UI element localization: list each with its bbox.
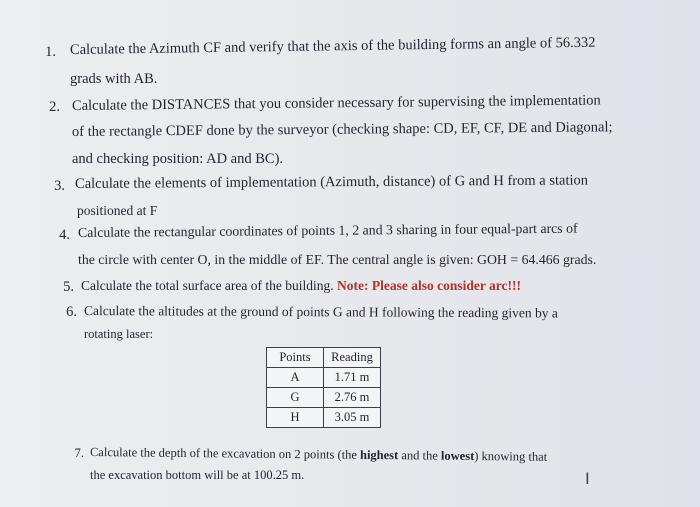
question-text-line: ) knowing that (474, 449, 548, 464)
question-text-line: Calculate the elements of implementation (Azimuth, distance) of G and H from a station (74, 172, 589, 192)
question-text-line: Calculate the rectangular coordinates of points 1, 2 and 3 sharing in four equal-part arcs of (77, 220, 578, 240)
question-number: 2. (49, 99, 60, 115)
question-text-line: and the (398, 448, 442, 463)
question-text-line: of the rectangle CDEF done by the surveyor (checking shape: CD, EF, CF, DE and Diagonal; (71, 119, 613, 140)
table-cell: 3.05 m (324, 408, 381, 428)
table-row (267, 368, 381, 388)
question-text-line: Calculate the DISTANCES that you consider necessary for supervising the implementation (71, 92, 601, 114)
question-number: 6. (66, 304, 77, 320)
question-text-line: the circle with center O, in the middle of EF. The central angle is given: GOH = 64.466 grads. (78, 252, 597, 267)
question-text-line: Calculate the total surface area of the building. (81, 278, 338, 293)
question-number: 3. (54, 178, 65, 194)
text-cursor-icon: I (585, 469, 590, 488)
emphasis-text: lowest (440, 448, 475, 464)
question-text-line: the excavation bottom will be at 100.25 m. (90, 468, 305, 482)
question-number: 4. (59, 227, 70, 243)
question-number: 5. (63, 279, 74, 295)
question-text-line: positioned at F (77, 203, 158, 218)
question-number: 7. (74, 446, 84, 460)
question-text-line: Calculate the Azimuth CF and verify that the axis of the building forms an angle of 56.332 (69, 34, 596, 58)
table-cell: 1.71 m (324, 368, 381, 388)
question-text-line: Calculate the depth of the excavation on 2 points (the (89, 445, 361, 462)
table-row (267, 388, 381, 408)
emphasis-text: highest (359, 447, 399, 463)
question-number: 1. (45, 44, 56, 60)
question-text-line: grads with AB. (70, 71, 158, 87)
question-text-line: and checking position: AD and BC). (72, 151, 284, 167)
table-header-cell: Reading (324, 348, 381, 368)
table-row (267, 408, 381, 428)
table-cell: 2.76 m (324, 388, 381, 408)
table-cell: H (267, 408, 324, 428)
table-cell: G (267, 388, 324, 408)
table-header-row (267, 348, 381, 368)
table-header-cell: Points (267, 348, 324, 368)
readings-table (266, 347, 381, 428)
question-text-line: Calculate the altitudes at the ground of points G and H following the reading given by a (83, 303, 558, 321)
question-text-line: rotating laser: (84, 327, 154, 341)
table-cell: A (267, 368, 324, 388)
note-text: Note: Please also consider arc!!! (337, 278, 521, 293)
